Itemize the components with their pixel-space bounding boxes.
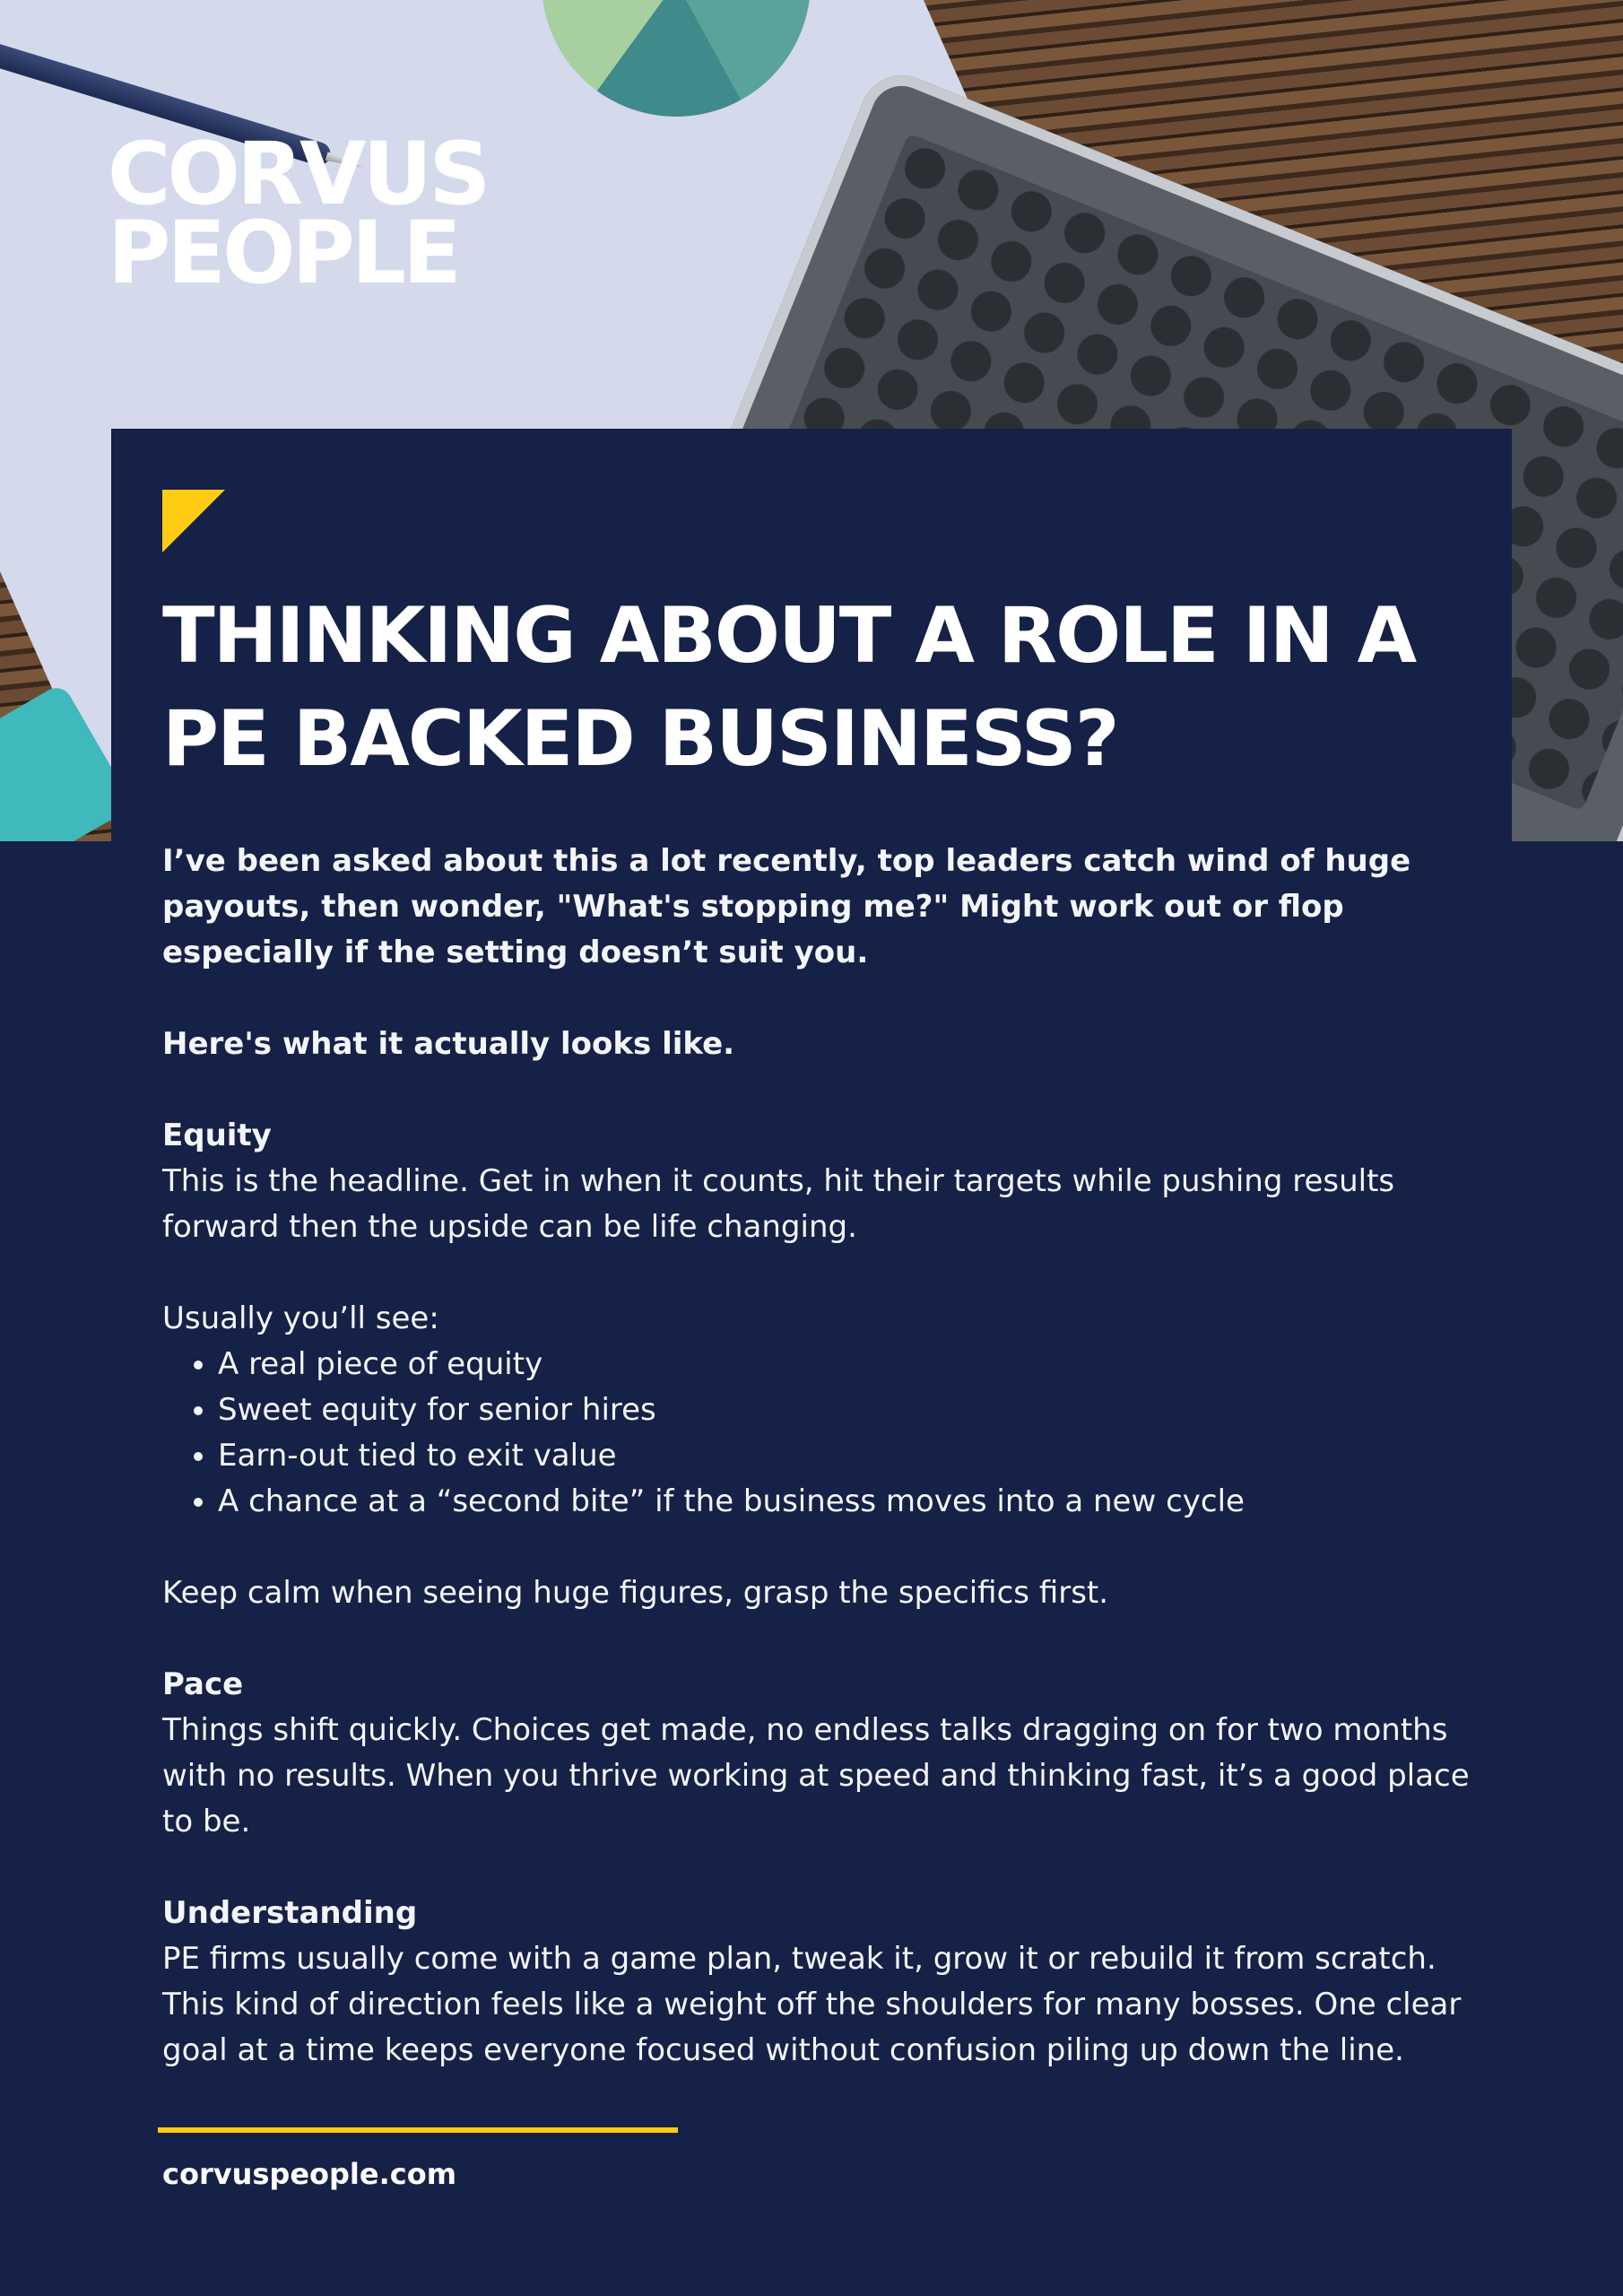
- website-link[interactable]: corvuspeople.com: [162, 2157, 457, 2191]
- lead-in: Here's what it actually looks like.: [162, 1026, 735, 1062]
- equity-list-intro: Usually you’ll see:: [162, 1300, 439, 1336]
- section-text-understanding: PE firms usually come with a game plan, tweak it, grow it or rebuild it from scratch. This kind of direction feels like a weight off the shoulders for many bosses. One clear goal at a time keeps everyone focused without confusion piling up down the line.: [162, 1941, 1462, 2068]
- equity-note: Keep calm when seeing huge figures, grasp the specifics first.: [162, 1575, 1109, 1611]
- footer-divider: [158, 2127, 678, 2133]
- equity-list: [162, 1342, 1489, 1525]
- corvus-people-logo: [108, 124, 493, 304]
- list-item: • A real piece of equity: [218, 1342, 1489, 1387]
- list-item: • A chance at a “second bite” if the business moves into a new cycle: [218, 1479, 1489, 1525]
- section-text-equity: This is the headline. Get in when it counts, hit their targets while pushing results forward then the upside can be life changing.: [162, 1163, 1395, 1245]
- page-title: THINKING ABOUT A ROLE IN A PE BACKED BUSINESS?: [162, 591, 1416, 784]
- logo-line-1: CORVUS: [108, 124, 488, 224]
- intro-paragraph: I’ve been asked about this a lot recently, top leaders catch wind of huge payouts, then wonder, "What's stopping me?" Might work out or flop especially if the setting doesn’t suit you.: [162, 843, 1411, 970]
- section-heading-pace: Pace: [162, 1666, 244, 1702]
- logo-line-2: PEOPLE: [108, 203, 458, 304]
- list-item: • Earn-out tied to exit value: [218, 1433, 1489, 1479]
- section-heading-equity: Equity: [162, 1118, 272, 1153]
- article-body: [162, 839, 1489, 2074]
- list-item: • Sweet equity for senior hires: [218, 1387, 1489, 1433]
- section-text-pace: Things shift quickly. Choices get made, no endless talks dragging on for two months with no results. When you thrive working at speed and thinking fast, it’s a good place to be.: [162, 1712, 1470, 1839]
- section-heading-understanding: Understanding: [162, 1895, 418, 1931]
